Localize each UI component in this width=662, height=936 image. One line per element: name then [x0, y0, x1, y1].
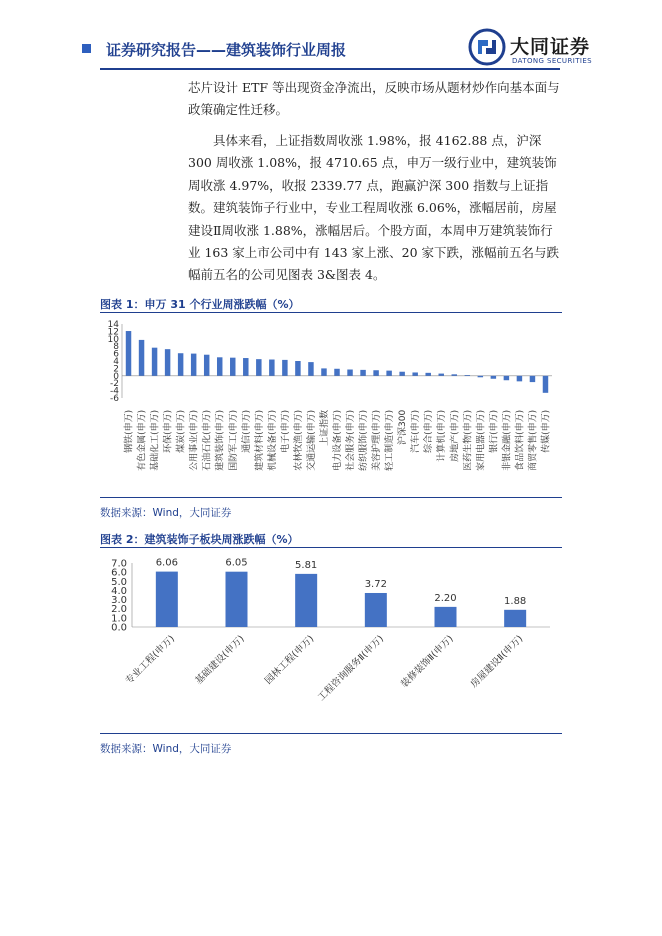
figure-2-chart	[100, 549, 562, 731]
chart1-xtick-6: 石油石化(申万)	[202, 409, 213, 471]
chart2-ytick-4: 3.0	[111, 595, 127, 607]
chart1-xtick-32: 传媒(申万)	[541, 409, 552, 453]
chart1-bar-5	[191, 354, 196, 376]
chart1-bar-25	[452, 374, 457, 375]
chart2-data-label-5: 1.88	[504, 595, 527, 607]
paragraph-1: 芯片设计 ETF 等出现资金净流出，反映市场从题材炒作向基本面与政策确定性迁移。	[188, 80, 560, 117]
chart1-xtick-10: 建筑材料(申万)	[254, 409, 265, 471]
chart1-ytick-0: 14	[107, 320, 119, 330]
chart1-xtick-29: 非银金融(申万)	[502, 409, 513, 471]
chart1-bar-22	[412, 372, 417, 375]
chart2-bar-5	[504, 610, 526, 627]
chart2-data-label-3: 3.72	[364, 578, 387, 590]
chart1-bar-11	[269, 360, 274, 376]
chart2-bar-3	[365, 593, 387, 627]
figure-1-bottom-rule	[100, 497, 562, 498]
chart1-xtick-8: 国防军工(申万)	[228, 409, 239, 471]
chart1-bar-12	[282, 360, 287, 376]
chart1-bar-8	[230, 358, 235, 376]
chart2-bar-1	[226, 572, 248, 627]
chart2-bar-2	[295, 574, 317, 627]
figure-1-title: 图表 1：申万 31 个行业周涨跌幅（%）	[100, 298, 300, 311]
chart1-bar-21	[399, 372, 404, 376]
chart1-bar-14	[308, 362, 313, 376]
chart1-bar-18	[360, 370, 365, 376]
logo-chinese-name: 大同证券	[510, 36, 591, 58]
chart2-ytick-3: 4.0	[111, 585, 127, 597]
chart2-data-label-0: 6.06	[155, 557, 178, 569]
chart1-xtick-27: 家用电器(申万)	[476, 409, 487, 471]
chart2-xtick-3: 工程咨询服务Ⅱ(申万)	[315, 633, 386, 704]
chart1-xtick-16: 电力设备(申万)	[333, 409, 343, 471]
chart2-bar-4	[435, 607, 457, 627]
chart1-xtick-28: 银行(申万)	[489, 409, 500, 453]
chart1-xtick-25: 房地产(申万)	[450, 409, 461, 462]
chart1-xtick-14: 交通运输(申万)	[306, 409, 317, 471]
logo-english-name: DATONG SECURITIES	[512, 57, 592, 65]
chart1-bar-10	[256, 359, 261, 376]
chart2-xtick-0: 专业工程(申万)	[123, 633, 177, 687]
chart1-bar-15	[321, 368, 326, 375]
chart1-xtick-13: 农林牧渔(申万)	[293, 409, 304, 471]
chart1-xtick-15: 上证指数	[319, 409, 330, 446]
chart1-bar-32	[543, 376, 548, 393]
chart1-bar-16	[334, 369, 339, 376]
figure-2-source: 数据来源：Wind，大同证券	[100, 743, 232, 755]
page-header	[0, 0, 662, 80]
chart1-ytick-4: 6	[113, 349, 119, 360]
chart1-xtick-18: 纺织服饰(申万)	[359, 409, 370, 471]
chart1-ytick-5: 4	[113, 357, 119, 367]
chart1-ytick-9: -4	[110, 386, 119, 397]
chart1-bar-30	[517, 376, 522, 382]
report-title: 证券研究报告——建筑装饰行业周报	[106, 41, 347, 59]
chart2-xtick-4: 装修装饰Ⅱ(申万)	[398, 633, 456, 690]
chart1-xtick-9: 通信(申万)	[241, 409, 252, 453]
chart1-bar-24	[439, 374, 444, 376]
figure-2-title: 图表 2：建筑装饰子板块周涨跌幅（%）	[100, 533, 299, 546]
chart1-bar-31	[530, 376, 535, 382]
chart1-xtick-20: 轻工制造(申万)	[385, 409, 396, 471]
chart1-bar-3	[165, 349, 170, 376]
figure-1-chart	[100, 314, 562, 494]
chart1-bar-20	[386, 371, 391, 376]
chart2-xtick-5: 房屋建设Ⅱ(申万)	[468, 633, 526, 690]
chart1-xtick-21: 沪深300	[398, 409, 409, 445]
chart1-ytick-6: 2	[113, 364, 119, 375]
chart2-data-label-1: 6.05	[225, 557, 248, 569]
chart1-xtick-17: 社会服务(申万)	[346, 409, 357, 471]
chart1-xtick-3: 环保(申万)	[163, 409, 174, 453]
chart2-xtick-1: 基础建设(申万)	[193, 633, 247, 687]
chart1-xtick-12: 电子(申万)	[280, 409, 291, 453]
chart1-xtick-7: 建筑装饰(申万)	[215, 409, 226, 471]
chart2-ytick-2: 5.0	[111, 576, 127, 588]
chart1-bar-19	[373, 370, 378, 376]
chart1-xtick-31: 商贸零售(申万)	[528, 409, 539, 471]
paragraph-2: 具体来看，上证指数周收涨 1.98%，报 4162.88 点，沪深 300 周收涨 1.08%，报 4710.65 点，申万一级行业中，建筑装饰周收涨 4.97%，收报 2339.77 点，跑赢沪深 300 指数与上证指数。建筑装饰子行业中，专业工程周收涨 6.06%，涨幅居前，房屋建设Ⅱ周收涨 1.88%，涨幅居后。个股方面，本周申万建筑装饰行业 163 家上市公司中有 143 家上涨、20 家下跌，涨幅前五名与跌幅前五名的公司见图表 3&图表 4。	[188, 133, 559, 283]
chart1-bar-6	[204, 355, 209, 376]
chart2-bar-0	[156, 572, 178, 627]
chart1-bar-2	[152, 348, 157, 376]
chart1-xtick-0: 钢铁(申万)	[124, 409, 135, 453]
figure-1-source: 数据来源：Wind，大同证券	[100, 507, 232, 519]
chart1-bar-26	[465, 375, 470, 376]
logo-mark-icon	[468, 28, 506, 66]
chart1-xtick-23: 综合(申万)	[424, 409, 435, 453]
chart1-xtick-1: 有色金属(申万)	[137, 409, 148, 471]
chart1-xtick-19: 美容护理(申万)	[372, 409, 383, 471]
chart1-ytick-8: -2	[110, 379, 119, 390]
chart1-bar-7	[217, 357, 222, 376]
header-square-icon	[82, 44, 91, 53]
chart1-ytick-3: 8	[113, 342, 119, 353]
chart1-bar-17	[347, 370, 352, 376]
chart1-bar-0	[126, 331, 131, 376]
chart1-ytick-2: 10	[107, 334, 119, 345]
chart1-bar-29	[504, 376, 509, 380]
chart1-ytick-1: 12	[107, 327, 119, 338]
chart2-xtick-2: 园林工程(申万)	[262, 633, 317, 687]
figure-1-top-rule	[100, 312, 562, 313]
chart1-bar-28	[491, 376, 496, 379]
chart1-xtick-30: 食品饮料(申万)	[515, 409, 526, 471]
chart1-xtick-2: 基础化工(申万)	[150, 409, 161, 471]
chart2-ytick-7: 0.0	[111, 622, 127, 634]
chart2-ytick-6: 1.0	[111, 613, 127, 625]
chart1-bar-1	[139, 340, 144, 376]
figure-2-bottom-rule	[100, 733, 562, 734]
chart1-bar-13	[295, 361, 300, 376]
chart1-xtick-4: 煤炭(申万)	[176, 409, 187, 453]
company-logo	[468, 28, 618, 72]
chart1-xtick-26: 医药生物(申万)	[463, 409, 474, 471]
chart1-ytick-7: 0	[113, 371, 119, 382]
chart1-xtick-5: 公用事业(申万)	[189, 409, 200, 471]
chart2-ytick-1: 6.0	[111, 567, 127, 579]
figure-2-top-rule	[100, 547, 562, 548]
chart2-ytick-5: 2.0	[111, 604, 127, 616]
chart1-xtick-22: 汽车(申万)	[411, 409, 422, 453]
chart1-xtick-11: 机械设备(申万)	[267, 409, 278, 471]
chart1-bar-9	[243, 358, 248, 376]
chart2-data-label-2: 5.81	[295, 559, 318, 571]
chart1-bar-27	[478, 376, 483, 377]
chart1-xtick-24: 计算机(申万)	[437, 409, 448, 462]
chart2-data-label-4: 2.20	[434, 592, 457, 604]
chart1-bar-23	[425, 373, 430, 376]
chart1-ytick-10: -6	[110, 394, 119, 404]
chart2-ytick-0: 7.0	[111, 558, 127, 570]
chart1-bar-4	[178, 353, 183, 376]
